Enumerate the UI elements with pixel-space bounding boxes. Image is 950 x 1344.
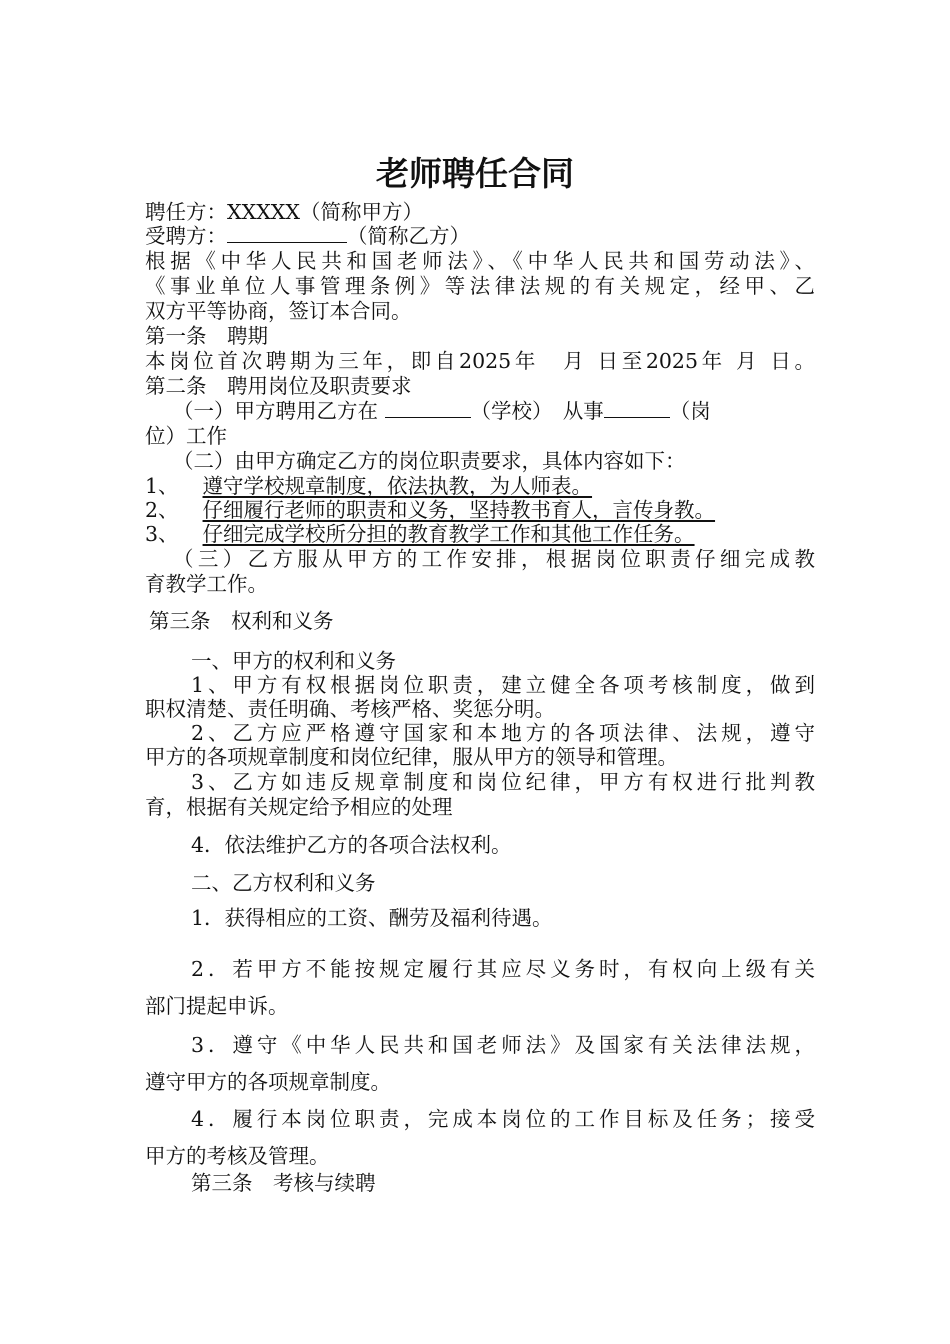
document-title: 老师聘任合同 — [376, 154, 574, 193]
a2-line-1: 2、乙方应严格遵守国家和本地方的各项法律、法规，遵守 — [191, 721, 815, 745]
party-b-line — [145, 224, 815, 248]
party-b-prefix: 受聘方： — [145, 224, 227, 248]
article-4-title: 第三条 考核与续聘 — [191, 1171, 376, 1195]
item-1-part-c: （岗 — [669, 399, 711, 423]
article-2-item-1 — [145, 399, 815, 423]
article-2-item-3-line-2: 育教学工作。 — [145, 572, 268, 596]
duty-3-text: 仔细完成学校所分担的教育教学工作和其他工作任务。 — [202, 522, 695, 546]
b4-line-2: 甲方的考核及管理。 — [145, 1144, 330, 1168]
b2-line-2: 部门提起申诉。 — [145, 994, 289, 1018]
b3-line-2: 遵守甲方的各项规章制度。 — [145, 1070, 391, 1094]
b1-line: 1．获得相应的工资、酬劳及福利待遇。 — [191, 906, 553, 930]
a3-line-2: 育，根据有关规定给予相应的处理 — [145, 795, 453, 819]
job-blank — [604, 399, 670, 418]
section-b-title: 二、乙方权利和义务 — [191, 871, 376, 895]
article-2-title: 第二条 聘用岗位及职责要求 — [145, 374, 412, 398]
article-2-item-1-cont: 位）工作 — [145, 424, 227, 448]
b4-line-1: 4．履行本岗位职责，完成本岗位的工作目标及任务；接受 — [191, 1107, 815, 1131]
article-2-item-2: （二）由甲方确定乙方的岗位职责要求，具体内容如下： — [173, 449, 686, 473]
article-1-title: 第一条 聘期 — [145, 324, 268, 348]
party-b-blank — [227, 224, 347, 243]
section-a-title: 一、甲方的权利和义务 — [191, 649, 396, 673]
basis-line-1: 根据《中华人民共和国老师法》、《中华人民共和国劳动法》、 — [145, 249, 815, 273]
a1-line-1: 1、甲方有权根据岗位职责，建立健全各项考核制度，做到 — [191, 673, 815, 697]
duty-1-number: 1、 — [145, 474, 179, 498]
a4-line: 4．依法维护乙方的各项合法权利。 — [191, 833, 512, 857]
duty-1 — [145, 474, 815, 498]
item-1-part-b: （学校） 从事 — [470, 399, 604, 423]
party-a-line: 聘任方：XXXXX（简称甲方） — [145, 200, 423, 224]
item-1-part-a: （一）甲方聘用乙方在 — [173, 399, 378, 423]
article-3-title: 第三条 权利和义务 — [149, 609, 334, 633]
duty-2 — [145, 498, 815, 522]
party-b-suffix: （简称乙方） — [347, 224, 470, 248]
school-blank — [385, 399, 471, 418]
basis-line-3: 双方平等协商，签订本合同。 — [145, 299, 412, 323]
basis-line-2: 《事业单位人事管理条例》等法律法规的有关规定，经甲、乙 — [145, 274, 815, 298]
a2-line-2: 甲方的各项规章制度和岗位纪律，服从甲方的领导和管理。 — [145, 745, 678, 769]
b3-line-1: 3．遵守《中华人民共和国老师法》及国家有关法律法规， — [191, 1033, 815, 1057]
a3-line-1: 3、乙方如违反规章制度和岗位纪律，甲方有权进行批判教 — [191, 770, 815, 794]
duty-1-text: 遵守学校规章制度，依法执教，为人师表。 — [202, 474, 593, 498]
b2-line-1: 2．若甲方不能按规定履行其应尽义务时，有权向上级有关 — [191, 957, 815, 981]
article-2-item-3-line-1: （三）乙方服从甲方的工作安排，根据岗位职责仔细完成教 — [173, 547, 815, 571]
duty-2-text: 仔细履行老师的职责和义务，坚持教书育人，言传身教。 — [202, 498, 716, 522]
article-1-text: 本岗位首次聘期为三年，即自2025年 月 日至2025年 月 日。 — [145, 349, 815, 373]
duty-3-number: 3、 — [145, 522, 179, 546]
a1-line-2: 职权清楚、责任明确、考核严格、奖惩分明。 — [145, 697, 555, 721]
duty-2-number: 2、 — [145, 498, 179, 522]
duty-3 — [145, 522, 815, 546]
